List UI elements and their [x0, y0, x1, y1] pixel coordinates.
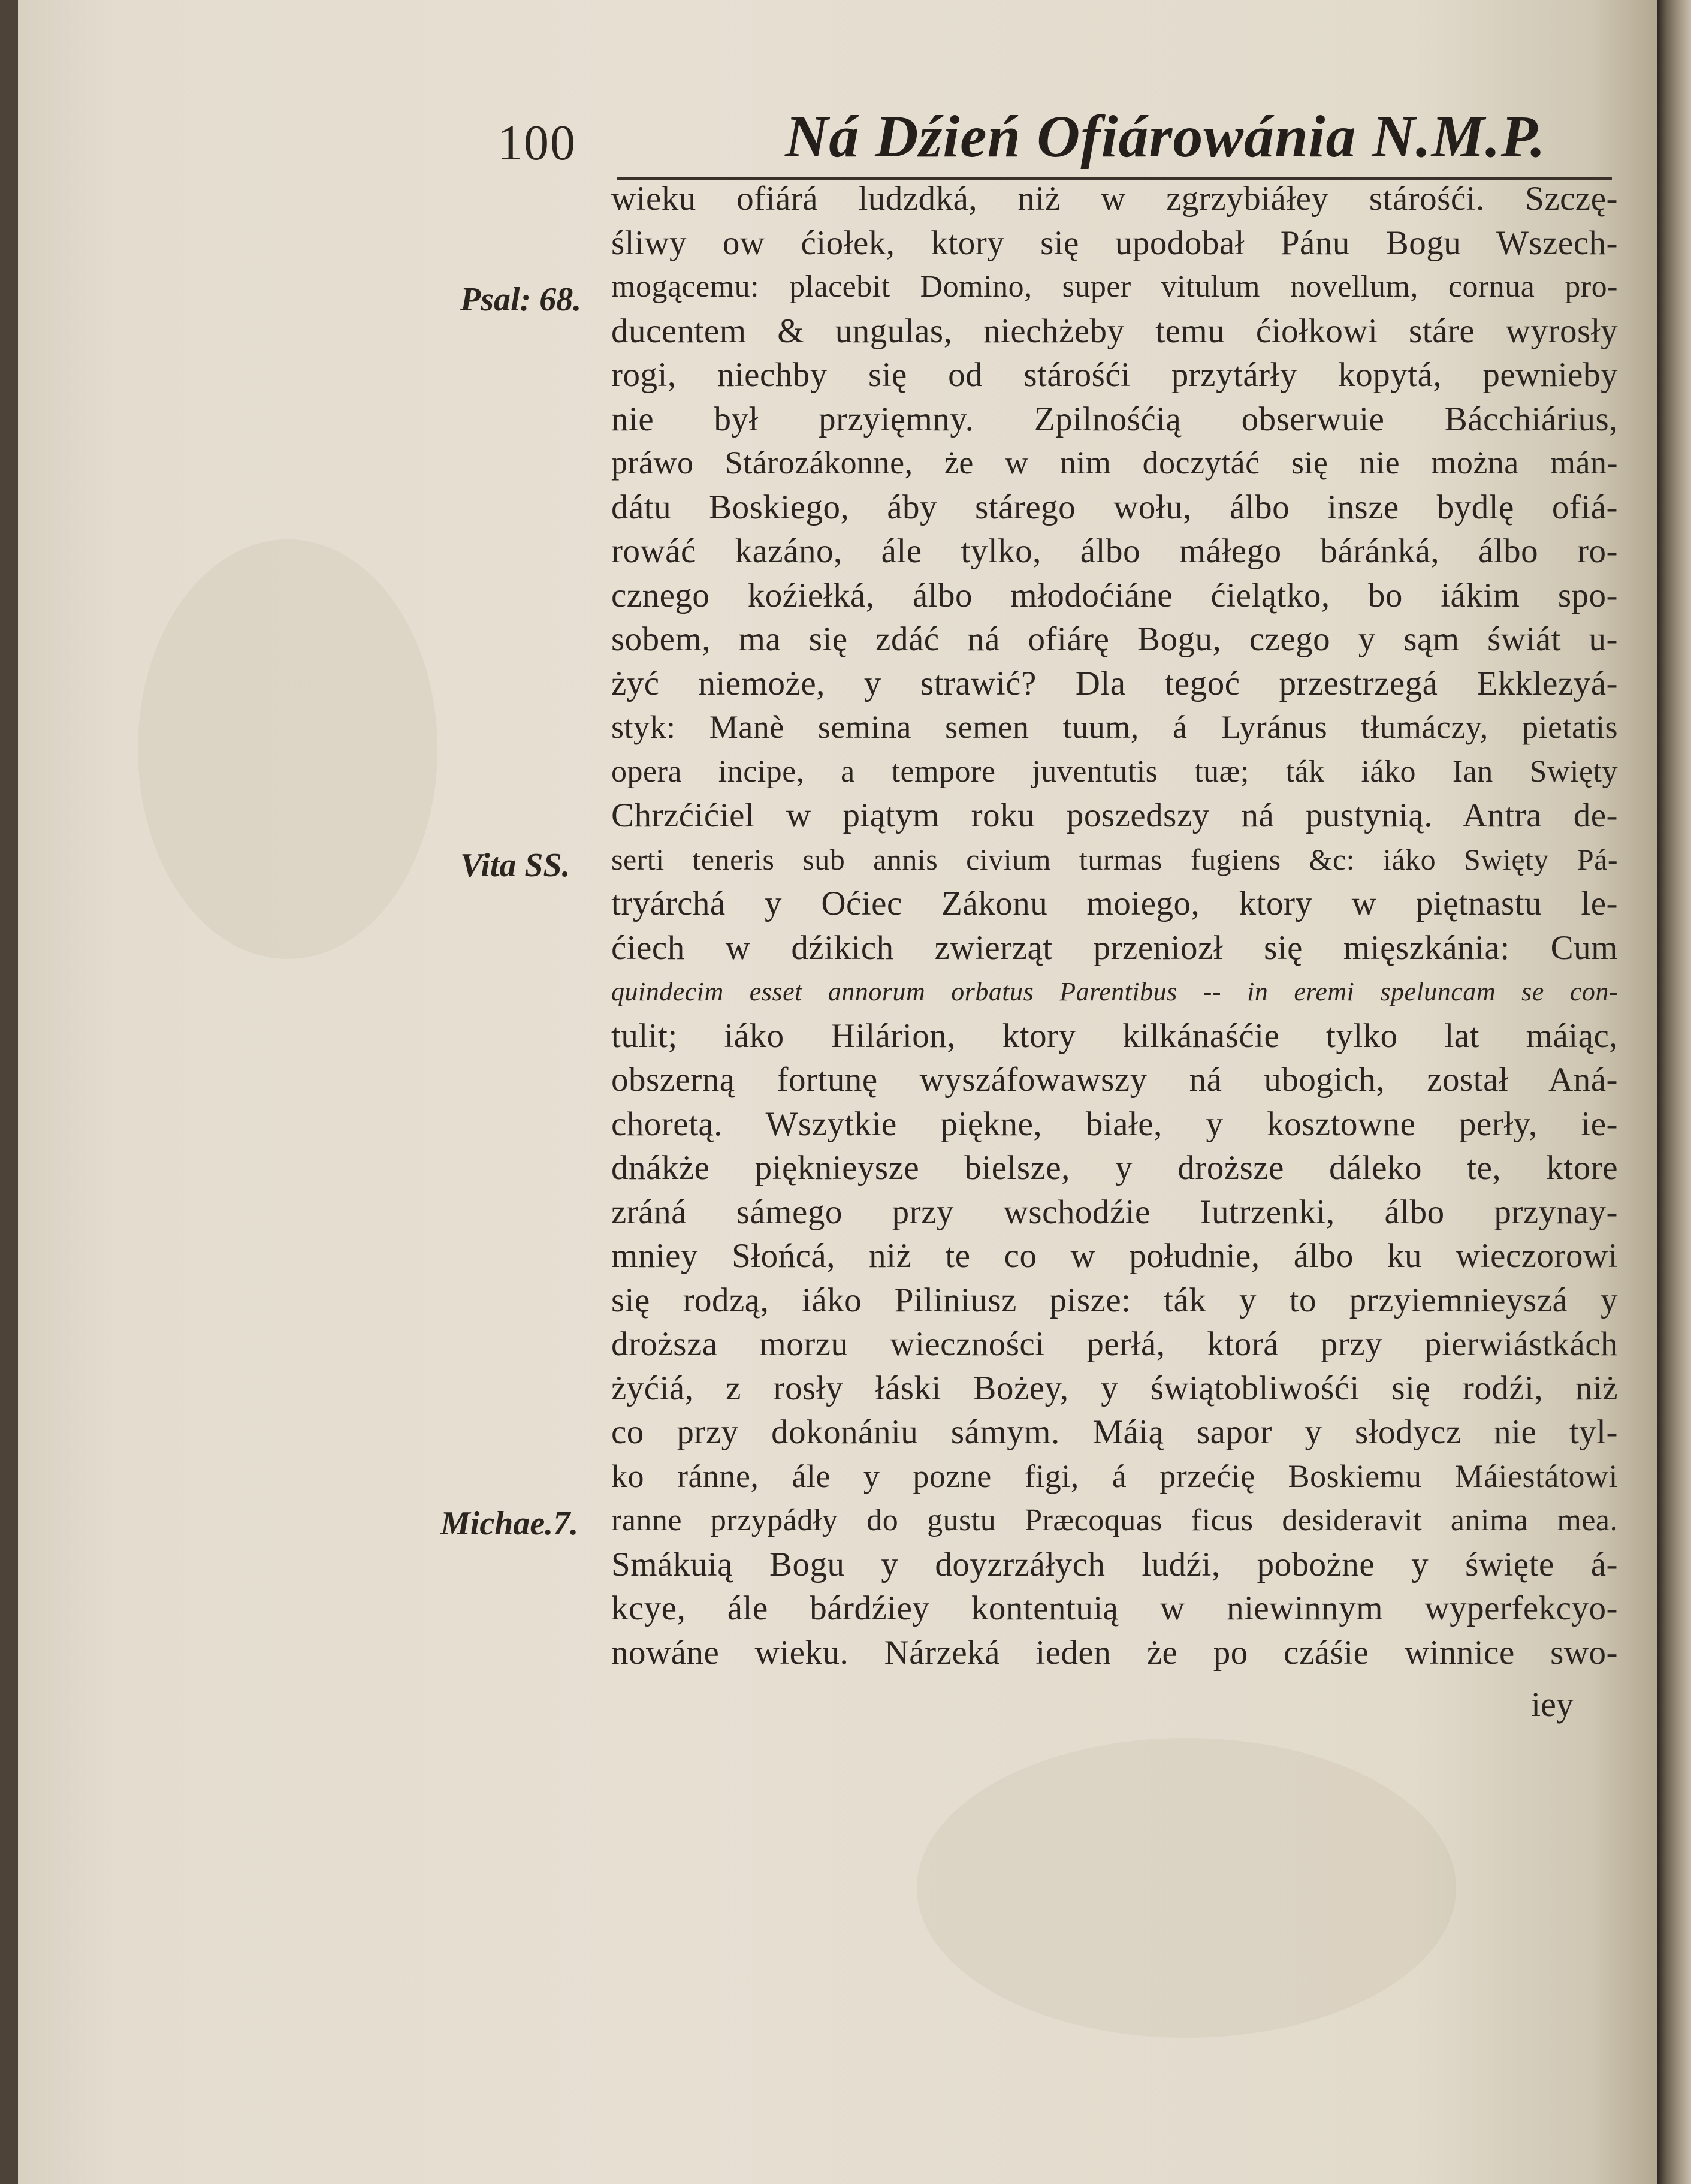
text-line: serti teneris sub annis civium turmas fugiens &c: iáko Swięty Pá- — [611, 842, 1618, 876]
text-line: ducentem & ungulas, niechżeby temu ćiołkowi stáre wyrosły — [611, 312, 1618, 350]
text-line: styk: Manè semina semen tuum, á Lyránus tłumáczy, pietatis — [611, 709, 1618, 745]
page-header — [497, 96, 1636, 180]
text-line: nowáne wieku. Nárzeká ieden że po czáśie winnice swo- — [611, 1633, 1618, 1672]
text-line: dnákże pięknieysze bielsze, y droższe dáleko te, ktore — [611, 1149, 1618, 1187]
body-text — [611, 177, 1618, 1675]
catchword: iey — [1531, 1685, 1574, 1724]
paper-stain — [138, 539, 437, 959]
page-number: 100 — [497, 115, 576, 171]
text-line: kcye, ále bárdźiey kontentuią w niewinnym wyperfekcyo- — [611, 1589, 1618, 1627]
text-line: tryárchá y Oćiec Zákonu moiego, ktory w piętnastu le- — [611, 885, 1618, 922]
text-line: co przy dokonániu sámym. Máią sapor y słodycz nie tyl- — [611, 1413, 1618, 1451]
text-line: práwo Stározákonne, że w nim doczytáć się nie można mán- — [611, 445, 1618, 481]
text-line: droższa morzu wieczności perłá, ktorá przy pierwiástkách — [611, 1325, 1618, 1363]
text-line: żyć niemoże, y strawić? Dla tegoć przestrzegá Ekklezyá- — [611, 664, 1618, 702]
text-line: cznego koźiełká, álbo młodoćiáne ćielątko, bo iákim spo- — [611, 576, 1618, 614]
running-title: Ná Dźień Ofiárowánia N.M.P. — [785, 103, 1546, 170]
text-line: tulit; iáko Hilárion, ktory kilkánaśćie tylko lat máiąc, — [611, 1016, 1618, 1055]
text-line: Smákuią Bogu y doyzrzáłych ludźi, pobożne y święte á- — [611, 1545, 1618, 1583]
margin-note-psalm: Psal: 68. — [460, 281, 582, 318]
text-line: śliwy ow ćiołek, ktory się upodobał Pánu Bogu Wszech- — [611, 224, 1618, 262]
text-line: sobem, ma się zdáć ná ofiárę Bogu, czego y sąm świát u- — [611, 620, 1618, 658]
text-line: ćiech w dźikich zwierząt przeniozł się mięszkánia: Cum — [611, 928, 1618, 967]
text-line: mniey Słońcá, niż te co w południe, álbo ku wieczorowi — [611, 1237, 1618, 1275]
text-line: dátu Boskiego, áby stárego wołu, álbo insze bydlę ofiá- — [611, 488, 1618, 526]
facing-page-edge — [1657, 0, 1691, 2184]
text-line: rogi, niechby się od stárośći przytárły kopytá, pewnieby — [611, 356, 1618, 394]
text-line: rowáć kazáno, ále tylko, álbo máłego báránká, álbo ro- — [611, 532, 1618, 570]
paper-stain — [917, 1738, 1456, 2038]
text-line: ko ránne, ále y pozne figi, á przećię Boskiemu Máiestátowi — [611, 1458, 1618, 1494]
text-line: żyćiá, z rosły łáski Bożey, y świątobliwośći się rodźi, niż — [611, 1369, 1618, 1407]
text-line: zráná sámego przy wschodźie Iutrzenki, álbo przynay- — [611, 1193, 1618, 1231]
text-line: nie był przyięmny. Zpilnośćią obserwuie Bácchiárius, — [611, 400, 1618, 438]
margin-note-vita: Vita SS. — [460, 847, 570, 884]
text-line: opera incipe, a tempore juventutis tuæ; ták iáko Ian Swięty — [611, 754, 1618, 789]
text-line: się rodzą, iáko Piliniusz pisze: ták y to przyiemnieyszá y — [611, 1281, 1618, 1319]
text-line: ranne przypádły do gustu Præcoquas ficus desideravit anima mea. — [611, 1503, 1618, 1537]
text-line: wieku ofiárá ludzdká, niż w zgrzybiáłey stárośći. Szczę- — [611, 180, 1618, 218]
text-line: obszerną fortunę wyszáfowawszy ná ubogich, został Aná- — [611, 1061, 1618, 1099]
margin-note-michaeas: Michae.7. — [440, 1505, 579, 1542]
text-line: choretą. Wszytkie piękne, białe, y kosztowne perły, ie- — [611, 1105, 1618, 1143]
text-line: Chrzćićiel w piątym roku poszedszy ná pustynią. Antra de- — [611, 797, 1618, 834]
text-line: mogącemu: placebit Domino, super vitulum novellum, cornua pro- — [611, 270, 1618, 304]
text-line: quindecim esset annorum orbatus Parentibus -- in eremi speluncam se con- — [611, 977, 1618, 1006]
